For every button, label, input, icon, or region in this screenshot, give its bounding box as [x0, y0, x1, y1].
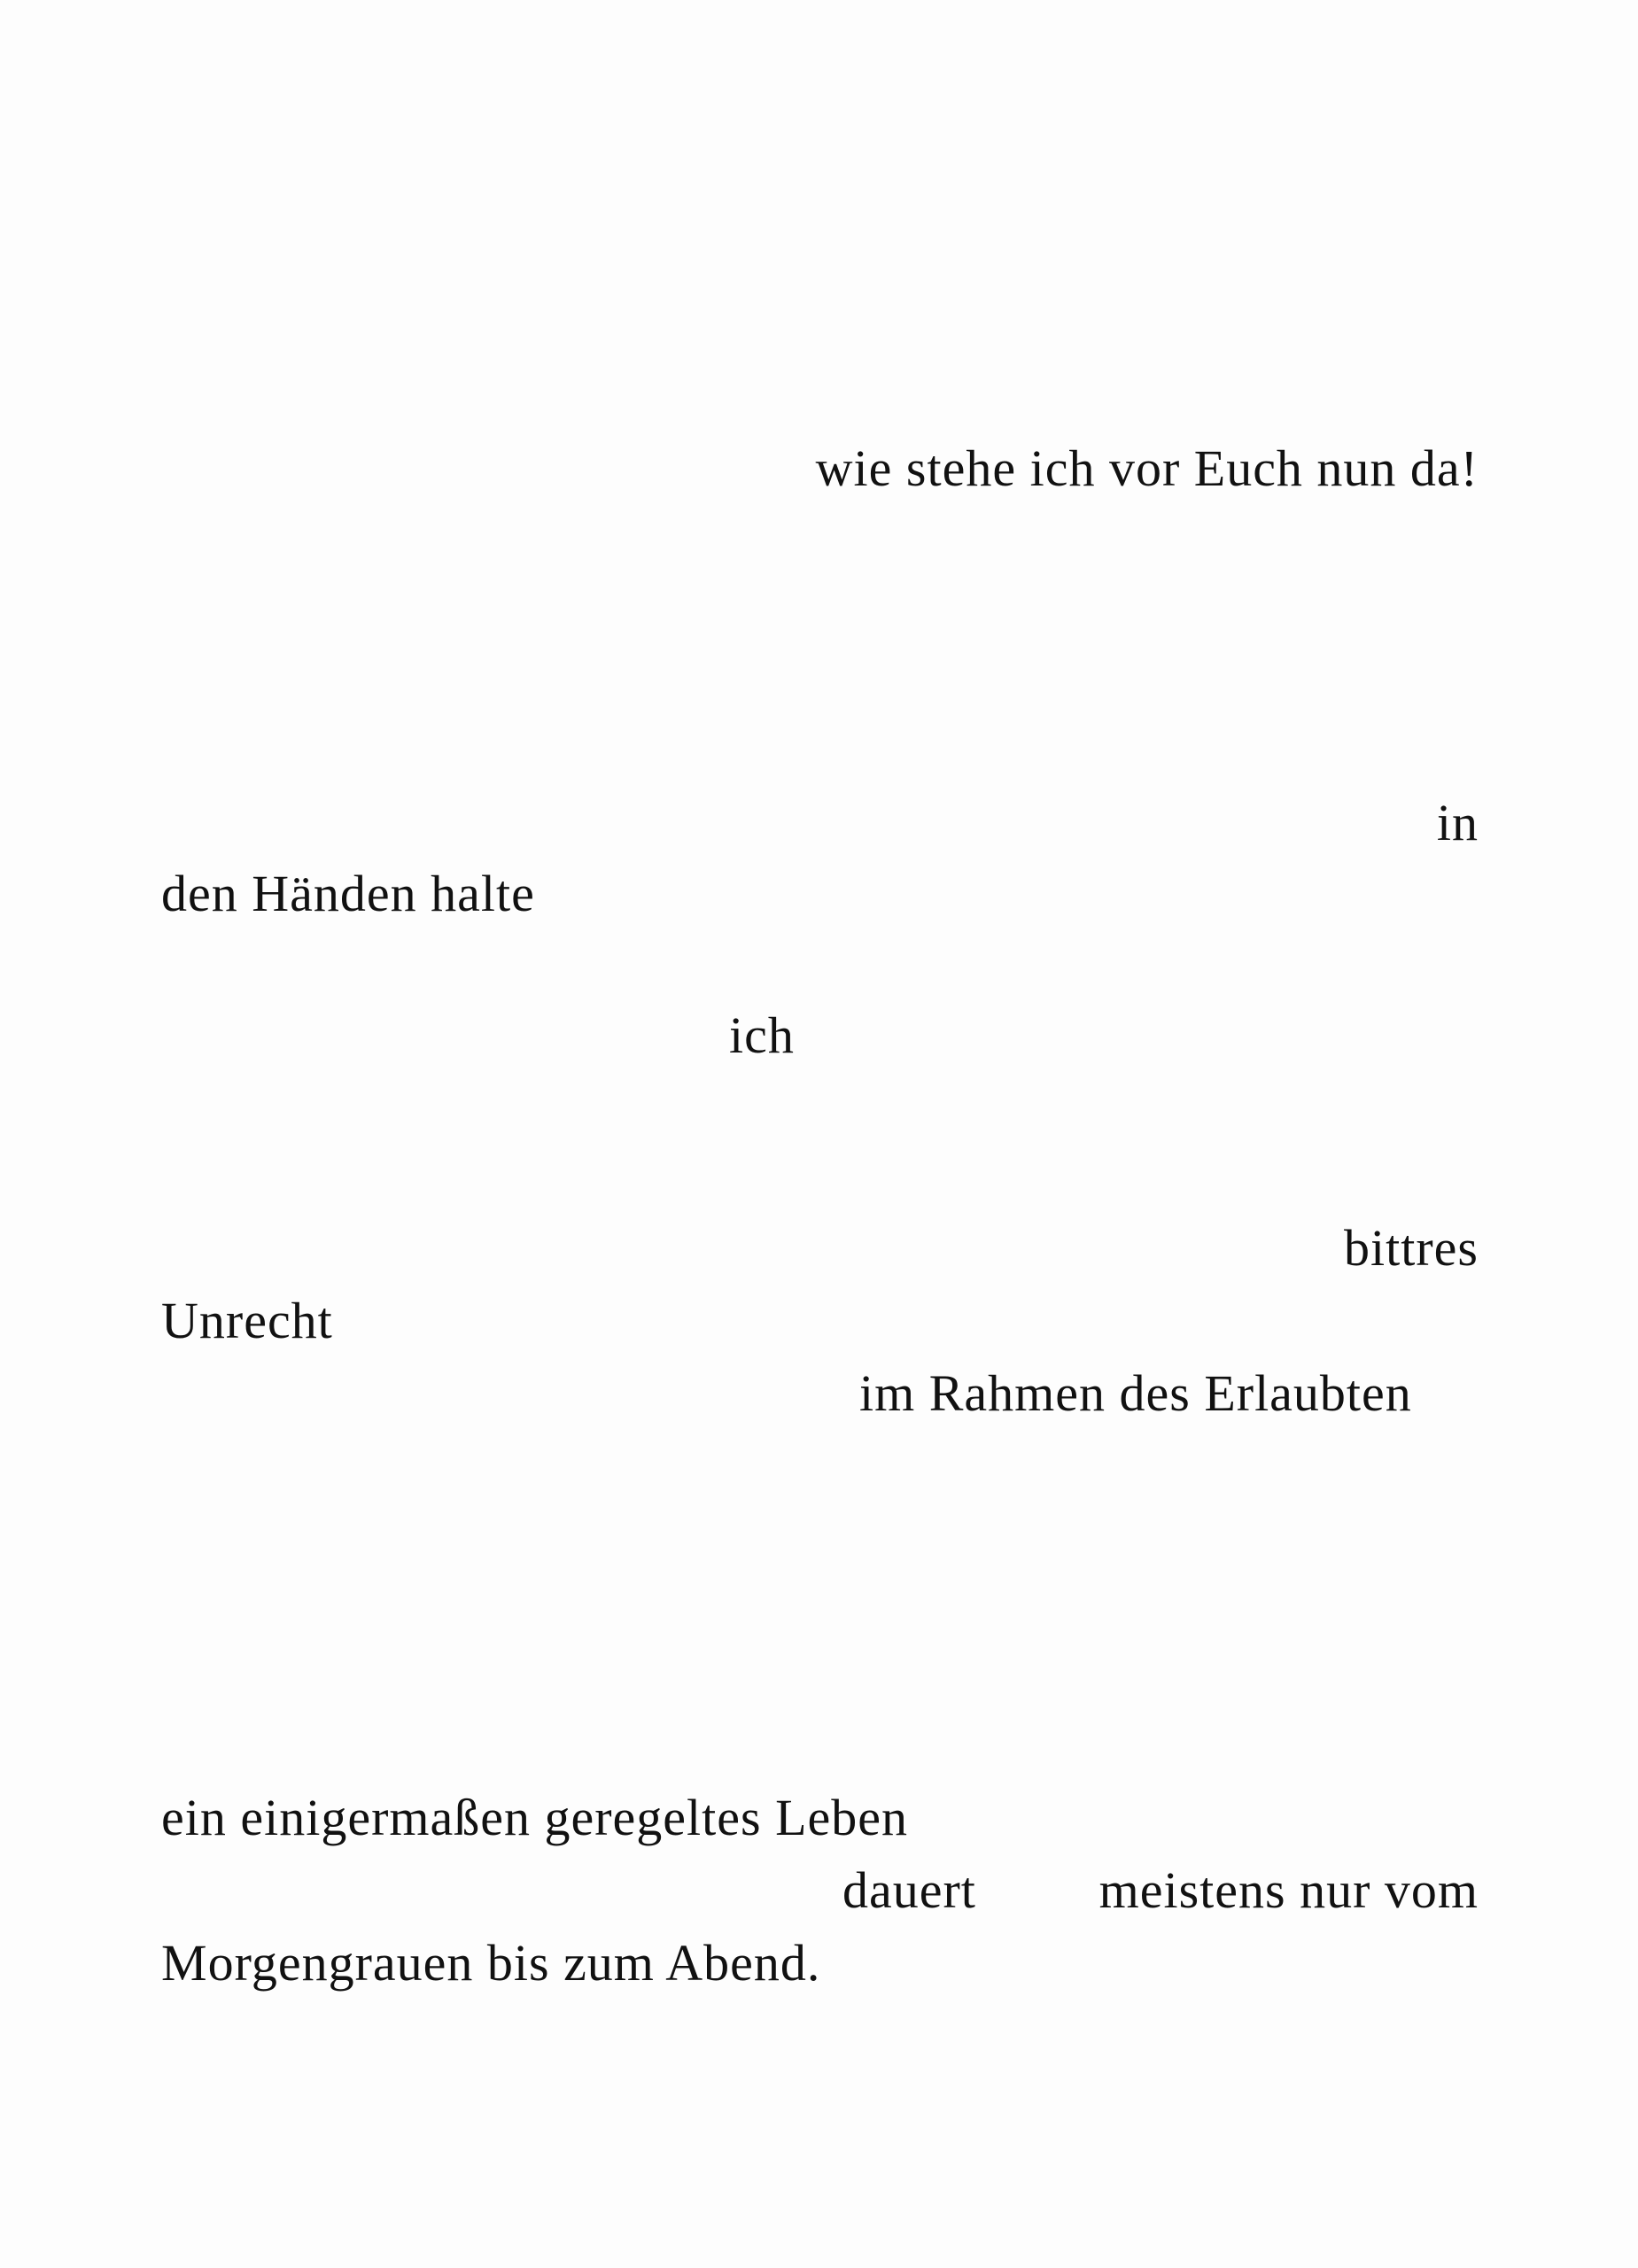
poem-line-7: im Rahmen des Erlaubten [859, 1364, 1412, 1422]
poem-line-5: bittres [1344, 1219, 1479, 1277]
poem-line-6: Unrecht [161, 1292, 333, 1349]
poem-line-2: in [1436, 794, 1479, 851]
poem-line-9b: meistens nur vom [1098, 1861, 1479, 1919]
poem-line-10: Morgengrauen bis zum Abend. [161, 1934, 821, 1992]
poem-line-8: ein einigermaßen geregeltes Leben [161, 1789, 908, 1846]
poem-line-3: den Händen halte [161, 865, 535, 922]
poem-line-4: ich [729, 1006, 795, 1064]
poem-line-9a: dauert [842, 1861, 976, 1919]
poem-line-1: wie stehe ich vor Euch nun da! [815, 439, 1479, 497]
